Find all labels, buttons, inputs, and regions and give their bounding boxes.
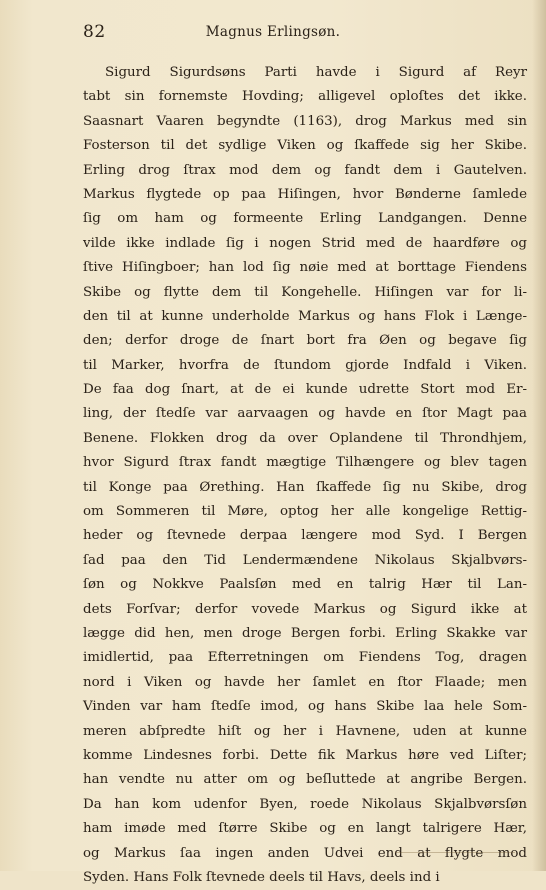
text-line: Fosterson til det sydlige Viken og ſkaffede sig her Skibe. [83, 138, 527, 154]
page-edge-mark [395, 852, 515, 853]
text-line: til Marker, hvorfra de ſtundom gjorde Indfald i Viken. [83, 357, 527, 373]
text-line: den; derfor droge de ſnart bort fra Øen og begave ſig [83, 333, 527, 349]
page-header [0, 22, 546, 52]
text-line: ſtive Hiſingboer; han lod ſig nøie med at borttage Fiendens [83, 260, 527, 276]
text-line: imidlertid, paa Efterretningen om Fiendens Tog, dragen [83, 650, 527, 666]
text-line: De faa dog ſnart, at de ei kunde udrette Stort mod Er- [83, 382, 527, 398]
text-line: han vendte nu atter om og beſluttede at angribe Bergen. [83, 772, 527, 788]
running-title: Magnus Erlingsøn. [205, 24, 341, 40]
text-line: ling, der ſtedſe var aarvaagen og havde en ſtor Magt paa [83, 406, 527, 422]
text-line: Saasnart Vaaren begyndte (1163), drog Markus med sin [83, 113, 527, 129]
text-line: Skibe og flytte dem til Kongehelle. Hiſingen var for li- [83, 284, 527, 300]
text-line: dets Forſvar; derfor vovede Markus og Sigurd ikke at [83, 601, 527, 617]
text-line: meren abſpredte hiſt og her i Havnene, uden at kunne [83, 723, 527, 739]
text-line: ſig om ham og formeente Erling Landgangen. Denne [83, 211, 527, 227]
page-edge-shadow [532, 0, 546, 871]
text-line: komme Lindesnes forbi. Dette fik Markus høre ved Liſter; [83, 747, 527, 763]
body-text [83, 61, 527, 890]
text-line: Benene. Flokken drog da over Oplandene til Throndhjem, [83, 430, 527, 446]
text-line: heder og ſtevnede derpaa længere mod Syd. I Bergen [83, 528, 527, 544]
text-line: Sigurd Sigurdsøns Parti havde i Sigurd af Reyr [105, 65, 527, 80]
text-line: og Markus ſaa ingen anden Udvei end at flygte mod [83, 845, 527, 861]
text-line: vilde ikke indlade ſig i nogen Strid med de haardføre og [83, 235, 527, 251]
text-line: ham imøde med ſtørre Skibe og en langt talrigere Hær, [83, 821, 527, 837]
text-line: lægge did hen, men droge Bergen forbi. Erling Skakke var [83, 625, 527, 641]
text-line: tabt sin fornemste Hovding; alligevel oploſtes det ikke. [83, 89, 527, 105]
page-number: 82 [83, 22, 106, 42]
text-line: Vinden var ham ſtedſe imod, og hans Skibe laa hele Som- [83, 699, 527, 715]
text-line: Da han kom udenfor Byen, roede Nikolaus Skjalbvørsſøn [83, 796, 527, 812]
text-line: til Konge paa Ørething. Han ſkaffede ſig nu Skibe, drog [83, 479, 527, 495]
text-line: Erling drog ſtrax mod dem og fandt dem i Gautelven. [83, 162, 527, 178]
text-line: ſad paa den Tid Lendermændene Nikolaus Skjalbvørs- [83, 552, 527, 568]
text-line: ſøn og Nokkve Paalsſøn med en talrig Hær til Lan- [83, 577, 527, 593]
text-line: Markus flygtede op paa Hiſingen, hvor Bønderne ſamlede [83, 186, 527, 202]
text-line: hvor Sigurd ſtrax fandt mægtige Tilhængere og blev tagen [83, 455, 527, 471]
text-line: den til at kunne underholde Markus og hans Flok i Længe- [83, 308, 527, 324]
text-line: nord i Viken og havde her ſamlet en ſtor Flaade; men [83, 674, 527, 690]
text-line: Syden. Hans Folk ſtevnede deels til Havs, deels ind i [83, 869, 440, 885]
text-line: om Sommeren til Møre, optog her alle kongelige Rettig- [83, 504, 527, 520]
